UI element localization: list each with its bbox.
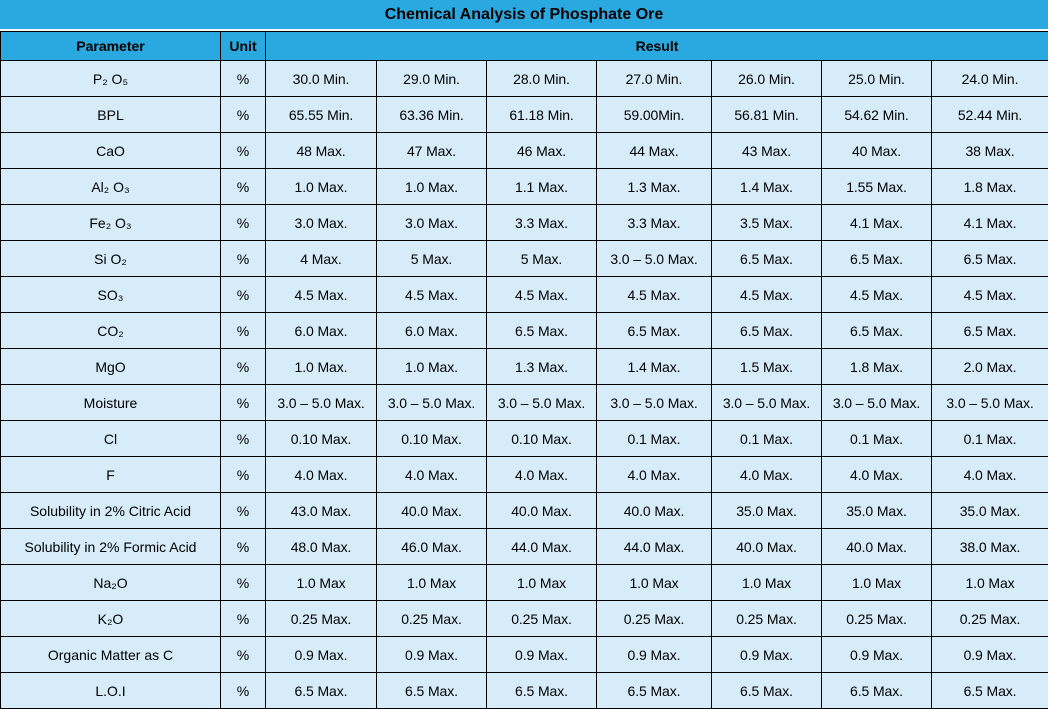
result-cell: 1.4 Max. <box>712 169 822 205</box>
result-cell: 38.0 Max. <box>932 529 1048 565</box>
page-title: Chemical Analysis of Phosphate Ore <box>0 0 1048 29</box>
result-cell: 3.3 Max. <box>597 205 712 241</box>
table-row <box>1 349 1048 385</box>
result-cell: 6.5 Max. <box>932 673 1048 709</box>
table-row <box>1 277 1048 313</box>
result-cell: 43.0 Max. <box>266 493 377 529</box>
result-cell: 6.5 Max. <box>822 313 932 349</box>
result-cell: 38 Max. <box>932 133 1048 169</box>
result-cell: 1.1 Max. <box>487 169 597 205</box>
unit-cell: % <box>221 313 266 349</box>
table-body <box>1 61 1048 709</box>
result-cell: 0.9 Max. <box>932 637 1048 673</box>
result-cell: 4.5 Max. <box>822 277 932 313</box>
result-cell: 4.0 Max. <box>712 457 822 493</box>
result-cell: 5 Max. <box>487 241 597 277</box>
result-cell: 0.25 Max. <box>487 601 597 637</box>
result-cell: 35.0 Max. <box>712 493 822 529</box>
result-cell: 52.44 Min. <box>932 97 1048 133</box>
table-row <box>1 565 1048 601</box>
result-cell: 2.0 Max. <box>932 349 1048 385</box>
unit-cell: % <box>221 349 266 385</box>
result-cell: 6.5 Max. <box>487 313 597 349</box>
table-row <box>1 457 1048 493</box>
unit-cell: % <box>221 169 266 205</box>
result-cell: 4.5 Max. <box>712 277 822 313</box>
result-cell: 4.0 Max. <box>377 457 487 493</box>
result-cell: 6.5 Max. <box>712 241 822 277</box>
unit-cell: % <box>221 205 266 241</box>
result-cell: 48 Max. <box>266 133 377 169</box>
result-cell: 0.10 Max. <box>377 421 487 457</box>
result-cell: 1.0 Max <box>932 565 1048 601</box>
result-cell: 1.55 Max. <box>822 169 932 205</box>
result-cell: 40 Max. <box>822 133 932 169</box>
result-cell: 0.25 Max. <box>822 601 932 637</box>
result-cell: 40.0 Max. <box>712 529 822 565</box>
result-cell: 4.1 Max. <box>822 205 932 241</box>
result-cell: 40.0 Max. <box>377 493 487 529</box>
unit-cell: % <box>221 61 266 97</box>
result-cell: 4.0 Max. <box>932 457 1048 493</box>
result-cell: 6.5 Max. <box>597 673 712 709</box>
unit-cell: % <box>221 493 266 529</box>
result-cell: 3.0 – 5.0 Max. <box>597 241 712 277</box>
result-cell: 0.25 Max. <box>932 601 1048 637</box>
unit-cell: % <box>221 673 266 709</box>
result-cell: 0.1 Max. <box>712 421 822 457</box>
result-cell: 3.5 Max. <box>712 205 822 241</box>
parameter-cell: Na₂O <box>1 565 221 601</box>
unit-cell: % <box>221 97 266 133</box>
parameter-cell: Fe₂ O₃ <box>1 205 221 241</box>
result-cell: 1.5 Max. <box>712 349 822 385</box>
result-cell: 1.8 Max. <box>932 169 1048 205</box>
result-cell: 35.0 Max. <box>932 493 1048 529</box>
unit-cell: % <box>221 601 266 637</box>
table-row <box>1 97 1048 133</box>
result-cell: 0.25 Max. <box>597 601 712 637</box>
result-cell: 4.1 Max. <box>932 205 1048 241</box>
result-cell: 6.5 Max. <box>932 241 1048 277</box>
result-cell: 6.5 Max. <box>597 313 712 349</box>
result-cell: 0.25 Max. <box>712 601 822 637</box>
result-cell: 0.25 Max. <box>377 601 487 637</box>
result-cell: 0.9 Max. <box>487 637 597 673</box>
result-cell: 6.5 Max. <box>822 673 932 709</box>
analysis-table <box>0 31 1048 709</box>
result-cell: 3.0 – 5.0 Max. <box>377 385 487 421</box>
result-cell: 47 Max. <box>377 133 487 169</box>
result-cell: 1.0 Max. <box>377 349 487 385</box>
result-cell: 1.3 Max. <box>487 349 597 385</box>
header-result: Result <box>266 32 1048 61</box>
table-row <box>1 241 1048 277</box>
result-cell: 6.5 Max. <box>822 241 932 277</box>
result-cell: 40.0 Max. <box>597 493 712 529</box>
table-row <box>1 673 1048 709</box>
unit-cell: % <box>221 529 266 565</box>
table-row <box>1 601 1048 637</box>
result-cell: 3.0 – 5.0 Max. <box>597 385 712 421</box>
result-cell: 3.0 – 5.0 Max. <box>932 385 1048 421</box>
unit-cell: % <box>221 637 266 673</box>
result-cell: 3.0 – 5.0 Max. <box>712 385 822 421</box>
result-cell: 44 Max. <box>597 133 712 169</box>
result-cell: 1.0 Max <box>487 565 597 601</box>
result-cell: 0.9 Max. <box>266 637 377 673</box>
result-cell: 44.0 Max. <box>487 529 597 565</box>
result-cell: 1.0 Max <box>377 565 487 601</box>
result-cell: 1.0 Max <box>597 565 712 601</box>
result-cell: 3.0 – 5.0 Max. <box>822 385 932 421</box>
result-cell: 48.0 Max. <box>266 529 377 565</box>
result-cell: 6.0 Max. <box>266 313 377 349</box>
header-unit: Unit <box>221 32 266 61</box>
table-row <box>1 61 1048 97</box>
parameter-cell: Moisture <box>1 385 221 421</box>
result-cell: 1.0 Max <box>266 565 377 601</box>
result-cell: 6.5 Max. <box>712 673 822 709</box>
result-cell: 0.1 Max. <box>822 421 932 457</box>
result-cell: 3.0 – 5.0 Max. <box>487 385 597 421</box>
result-cell: 0.1 Max. <box>597 421 712 457</box>
parameter-cell: Si O₂ <box>1 241 221 277</box>
result-cell: 43 Max. <box>712 133 822 169</box>
parameter-cell: SO₃ <box>1 277 221 313</box>
result-cell: 1.4 Max. <box>597 349 712 385</box>
parameter-cell: L.O.I <box>1 673 221 709</box>
result-cell: 6.5 Max. <box>932 313 1048 349</box>
result-cell: 40.0 Max. <box>822 529 932 565</box>
table-row <box>1 385 1048 421</box>
parameter-cell: K₂O <box>1 601 221 637</box>
unit-cell: % <box>221 241 266 277</box>
result-cell: 1.0 Max. <box>266 169 377 205</box>
result-cell: 4.0 Max. <box>266 457 377 493</box>
result-cell: 6.5 Max. <box>377 673 487 709</box>
result-cell: 4 Max. <box>266 241 377 277</box>
unit-cell: % <box>221 421 266 457</box>
result-cell: 1.3 Max. <box>597 169 712 205</box>
table-row <box>1 169 1048 205</box>
parameter-cell: Organic Matter as C <box>1 637 221 673</box>
result-cell: 0.9 Max. <box>597 637 712 673</box>
parameter-cell: P₂ O₅ <box>1 61 221 97</box>
result-cell: 3.3 Max. <box>487 205 597 241</box>
result-cell: 29.0 Min. <box>377 61 487 97</box>
unit-cell: % <box>221 133 266 169</box>
result-cell: 4.5 Max. <box>487 277 597 313</box>
result-cell: 46.0 Max. <box>377 529 487 565</box>
result-cell: 1.0 Max. <box>377 169 487 205</box>
result-cell: 4.0 Max. <box>822 457 932 493</box>
result-cell: 54.62 Min. <box>822 97 932 133</box>
unit-cell: % <box>221 457 266 493</box>
result-cell: 61.18 Min. <box>487 97 597 133</box>
result-cell: 59.00Min. <box>597 97 712 133</box>
result-cell: 63.36 Min. <box>377 97 487 133</box>
parameter-cell: Solubility in 2% Formic Acid <box>1 529 221 565</box>
result-cell: 6.5 Max. <box>266 673 377 709</box>
result-cell: 0.9 Max. <box>377 637 487 673</box>
parameter-cell: CO₂ <box>1 313 221 349</box>
parameter-cell: MgO <box>1 349 221 385</box>
parameter-cell: BPL <box>1 97 221 133</box>
result-cell: 3.0 – 5.0 Max. <box>266 385 377 421</box>
result-cell: 3.0 Max. <box>377 205 487 241</box>
result-cell: 27.0 Min. <box>597 61 712 97</box>
result-cell: 0.1 Max. <box>932 421 1048 457</box>
unit-cell: % <box>221 385 266 421</box>
result-cell: 6.5 Max. <box>712 313 822 349</box>
result-cell: 0.10 Max. <box>487 421 597 457</box>
table-row <box>1 637 1048 673</box>
parameter-cell: F <box>1 457 221 493</box>
parameter-cell: Cl <box>1 421 221 457</box>
result-cell: 46 Max. <box>487 133 597 169</box>
result-cell: 4.5 Max. <box>597 277 712 313</box>
result-cell: 35.0 Max. <box>822 493 932 529</box>
table-row <box>1 205 1048 241</box>
result-cell: 4.5 Max. <box>266 277 377 313</box>
header-row <box>1 32 1048 61</box>
table-row <box>1 493 1048 529</box>
result-cell: 25.0 Min. <box>822 61 932 97</box>
result-cell: 1.0 Max. <box>266 349 377 385</box>
table-row <box>1 313 1048 349</box>
result-cell: 1.0 Max <box>712 565 822 601</box>
result-cell: 30.0 Min. <box>266 61 377 97</box>
result-cell: 5 Max. <box>377 241 487 277</box>
result-cell: 1.8 Max. <box>822 349 932 385</box>
table-row <box>1 421 1048 457</box>
unit-cell: % <box>221 565 266 601</box>
result-cell: 6.0 Max. <box>377 313 487 349</box>
result-cell: 0.25 Max. <box>266 601 377 637</box>
result-cell: 1.0 Max <box>822 565 932 601</box>
parameter-cell: Solubility in 2% Citric Acid <box>1 493 221 529</box>
table-row <box>1 529 1048 565</box>
parameter-cell: Al₂ O₃ <box>1 169 221 205</box>
result-cell: 40.0 Max. <box>487 493 597 529</box>
result-cell: 44.0 Max. <box>597 529 712 565</box>
result-cell: 0.9 Max. <box>712 637 822 673</box>
result-cell: 0.10 Max. <box>266 421 377 457</box>
header-parameter: Parameter <box>1 32 221 61</box>
result-cell: 0.9 Max. <box>822 637 932 673</box>
result-cell: 24.0 Min. <box>932 61 1048 97</box>
result-cell: 4.0 Max. <box>487 457 597 493</box>
result-cell: 65.55 Min. <box>266 97 377 133</box>
result-cell: 3.0 Max. <box>266 205 377 241</box>
result-cell: 4.5 Max. <box>932 277 1048 313</box>
table-row <box>1 133 1048 169</box>
result-cell: 4.0 Max. <box>597 457 712 493</box>
result-cell: 6.5 Max. <box>487 673 597 709</box>
unit-cell: % <box>221 277 266 313</box>
result-cell: 26.0 Min. <box>712 61 822 97</box>
parameter-cell: CaO <box>1 133 221 169</box>
result-cell: 56.81 Min. <box>712 97 822 133</box>
result-cell: 4.5 Max. <box>377 277 487 313</box>
result-cell: 28.0 Min. <box>487 61 597 97</box>
